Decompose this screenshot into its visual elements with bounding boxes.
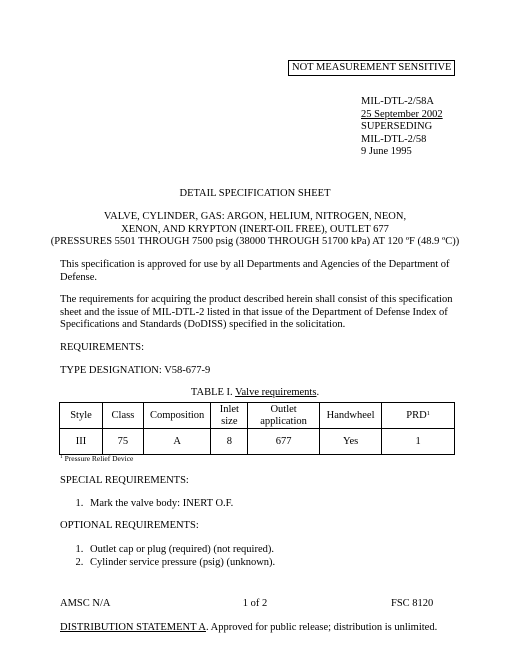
acquisition-paragraph (60, 294, 452, 332)
distribution-text: . Approved for public release; distribution is unlimited. (205, 622, 438, 633)
document-id-block (361, 96, 443, 159)
header-cell: Style (60, 403, 103, 429)
footer-fsc: FSC 8120 (391, 598, 434, 609)
table-cell: Yes (319, 429, 381, 455)
header-cell-prd (382, 403, 455, 429)
distribution-label: DISTRIBUTION STATEMENT A (60, 622, 206, 633)
header-footnote-marker: 1 (426, 409, 430, 417)
table-footnote (60, 454, 133, 463)
requirements-heading: REQUIREMENTS: (60, 342, 144, 353)
type-designation: TYPE DESIGNATION: V58-677-9 (60, 365, 211, 376)
table-cell: 1 (382, 429, 455, 455)
footnote-marker: 1 (60, 454, 63, 460)
title-line-3: (PRESSURES 5501 THROUGH 7500 psig (38000 THROUGH 51700 kPa) AT 120 ºF (48.9 ºC)) (50, 236, 460, 247)
measurement-stamp-text: NOT MEASUREMENT SENSITIVE (292, 62, 452, 73)
sheet-title: DETAIL SPECIFICATION SHEET (179, 188, 331, 199)
list-item: 1. Mark the valve body: INERT O.F. (86, 498, 440, 511)
special-requirements-list (60, 498, 440, 511)
previous-document-date: 9 June 1995 (361, 146, 412, 157)
footnote-text: Pressure Relief Device (62, 454, 134, 463)
distribution-statement (60, 622, 437, 635)
table-cell: A (143, 429, 211, 455)
list-item: 2. Cylinder service pressure (psig) (unknown). (86, 557, 440, 570)
table-header-row (60, 403, 455, 429)
table-caption-prefix: TABLE I. (190, 387, 236, 398)
table-cell: III (60, 429, 103, 455)
document-id: MIL-DTL-2/58A (361, 96, 434, 107)
approval-line-1: This specification is approved for use by all Departments and Agencies of the Department of (60, 259, 450, 270)
approval-paragraph (60, 259, 450, 284)
title-line-2: XENON, AND KRYPTON (INERT-OIL FREE), OUTLET 677 (121, 223, 389, 235)
acquisition-line-1: The requirements for acquiring the product described herein shall consist of this specification (60, 294, 453, 305)
special-requirements-heading: SPECIAL REQUIREMENTS: (60, 475, 189, 486)
header-cell: Composition (143, 403, 211, 429)
table-cell: 677 (248, 429, 320, 455)
title-line-1: VALVE, CYLINDER, GAS: ARGON, HELIUM, NITROGEN, NEON, (103, 211, 407, 222)
approval-line-2: Defense. (60, 271, 98, 283)
acquisition-line-3: Specifications and Standards (DoDISS) specified in the solicitation. (60, 319, 346, 330)
table-cell: 8 (211, 429, 248, 455)
superseding-label: SUPERSEDING (361, 121, 433, 132)
table-caption-title: Valve requirements (235, 387, 317, 398)
table-caption-suffix: . (316, 387, 320, 398)
header-cell: Outlet application (248, 403, 320, 429)
table-caption (0, 387, 510, 400)
header-cell: Class (102, 403, 143, 429)
previous-document-id: MIL-DTL-2/58 (361, 133, 427, 145)
header-cell: Handwheel (319, 403, 381, 429)
table-cell: 75 (102, 429, 143, 455)
title-block (0, 211, 510, 249)
measurement-stamp (288, 60, 455, 76)
header-cell-prd-label: PRD (406, 409, 427, 421)
header-cell: Inlet size (211, 403, 248, 429)
acquisition-line-2: sheet and the issue of MIL-DTL-2 listed in that issue of the Department of Defense Index of (60, 306, 448, 318)
document-date: 25 September 2002 (361, 108, 443, 120)
footer-amsc: AMSC N/A (60, 598, 111, 609)
table-row (60, 429, 455, 455)
list-item: 1. Outlet cap or plug (required) (not required). (86, 544, 440, 557)
optional-requirements-list (60, 544, 440, 569)
valve-requirements-table (59, 402, 455, 455)
footer-page-number: 1 of 2 (242, 598, 268, 609)
optional-requirements-heading: OPTIONAL REQUIREMENTS: (60, 520, 199, 531)
